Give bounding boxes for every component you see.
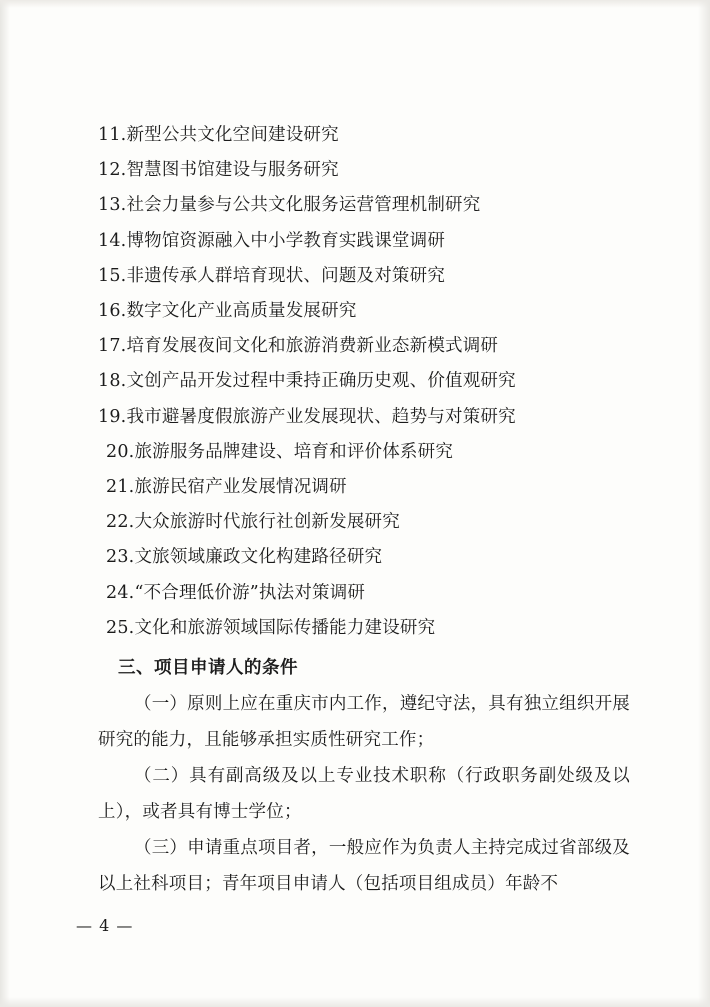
list-item-label: 旅游民宿产业发展情况调研 — [134, 477, 347, 498]
list-item-label: 文创产品开发过程中秉持正确历史观、价值观研究 — [126, 371, 516, 392]
list-item — [98, 505, 630, 540]
list-item — [98, 470, 630, 505]
list-item-index: 13. — [98, 195, 127, 216]
page-edge-shadow-top — [0, 0, 710, 8]
page-edge-shadow-left — [0, 0, 10, 1007]
list-item-index: 24. — [106, 582, 135, 603]
list-item-index: 20. — [106, 441, 135, 462]
list-item-label: “不合理低价游”执法对策调研 — [134, 582, 366, 603]
list-item — [98, 540, 630, 575]
list-item — [98, 576, 630, 611]
list-item-label: 文旅领域廉政文化构建路径研究 — [134, 547, 383, 568]
list-item — [98, 329, 630, 364]
list-item-index: 15. — [98, 265, 127, 286]
list-item — [98, 118, 630, 153]
list-item — [98, 294, 630, 329]
paragraph: （二）具有副高级及以上专业技术职称（行政职务副处级及以上），或者具有博士学位； — [98, 766, 630, 823]
list-item-index: 23. — [106, 547, 135, 568]
list-item-label: 我市避暑度假旅游产业发展现状、趋势与对策研究 — [126, 406, 516, 427]
list-item-label: 文化和旅游领域国际传播能力建设研究 — [134, 617, 436, 638]
list-item — [98, 435, 630, 470]
page-edge-shadow-right — [698, 0, 710, 1007]
list-item-label: 数字文化产业高质量发展研究 — [126, 301, 357, 322]
list-item-index: 14. — [98, 230, 127, 251]
list-item-index: 11. — [98, 125, 127, 145]
list-item-index: 21. — [106, 477, 135, 498]
list-item-label: 新型公共文化空间建设研究 — [126, 125, 339, 145]
list-item-index: 18. — [98, 371, 127, 392]
list-item-label: 非遗传承人群培育现状、问题及对策研究 — [126, 265, 446, 286]
list-item — [98, 400, 630, 435]
paragraph: （三）申请重点项目者，一般应作为负责人主持完成过省部级及以上社科项目；青年项目申请人（包括项目组成员）年龄不 — [98, 838, 630, 895]
list-item-label: 大众旅游时代旅行社创新发展研究 — [134, 512, 400, 533]
list-item-label: 社会力量参与公共文化服务运营管理机制研究 — [126, 195, 481, 216]
section-heading: 三、项目申请人的条件 — [118, 658, 298, 679]
list-item — [98, 259, 630, 294]
page-number: — 4 — — [76, 916, 134, 935]
list-item-label: 旅游服务品牌建设、培育和评价体系研究 — [134, 441, 454, 462]
list-item-index: 16. — [98, 301, 127, 322]
list-item-index: 12. — [98, 160, 127, 181]
list-item-index: 25. — [106, 617, 135, 638]
list-item — [98, 153, 630, 188]
list-item-index: 22. — [106, 512, 135, 533]
list-item-label: 培育发展夜间文化和旅游消费新业态新模式调研 — [126, 336, 499, 357]
list-item-label: 博物馆资源融入中小学教育实践课堂调研 — [126, 230, 446, 251]
paragraph: （一）原则上应在重庆市内工作，遵纪守法，具有独立组织开展研究的能力，且能够承担实质性研究工作； — [98, 694, 630, 751]
document-body — [98, 118, 630, 902]
list-item — [98, 364, 630, 399]
list-item — [98, 188, 630, 223]
list-item — [98, 224, 630, 259]
list-item-index: 17. — [98, 336, 127, 357]
list-item-label: 智慧图书馆建设与服务研究 — [126, 160, 339, 181]
page-edge-shadow-bottom — [0, 997, 710, 1007]
list-item — [98, 611, 630, 646]
list-item-index: 19. — [98, 406, 127, 427]
